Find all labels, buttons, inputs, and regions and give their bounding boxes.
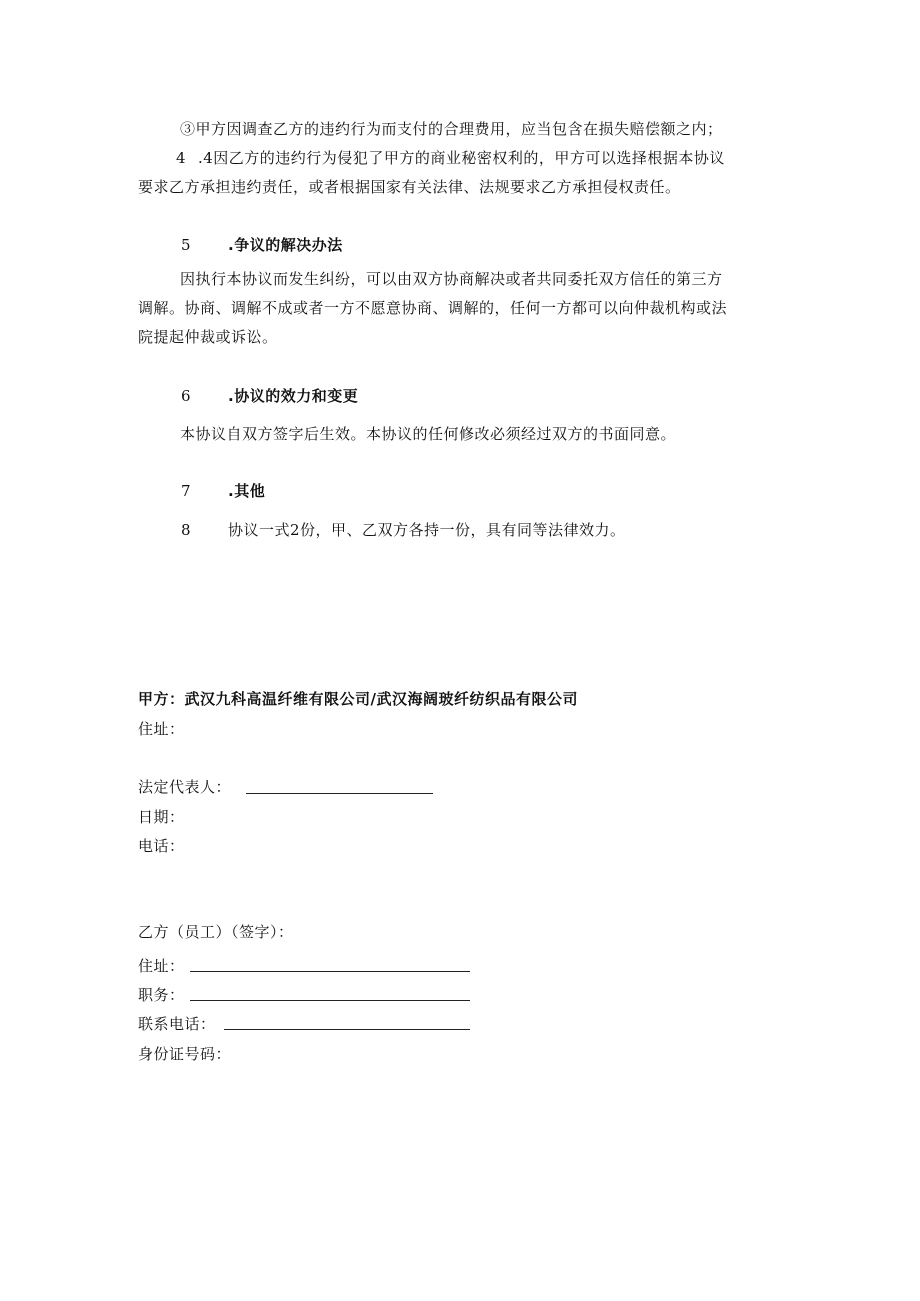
party-a-phone-label: 电话： <box>138 837 185 855</box>
party-b-phone-label: 联系电话： <box>138 1015 216 1033</box>
section7-number: 7 <box>181 482 191 500</box>
clause-item4-number: 4 <box>176 149 186 167</box>
party-a-rep-signature-line[interactable] <box>246 779 433 794</box>
clause-item3: ③甲方因调查乙方的违约行为而支付的合理费用，应当包含在损失赔偿额之内； <box>180 120 723 138</box>
section5-para-line1: 因执行本协议而发生纠纷，可以由双方协商解决或者共同委托双方信任的第三方 <box>180 270 723 288</box>
section5-number: 5 <box>181 236 191 254</box>
party-b-address-line[interactable] <box>190 957 470 972</box>
party-b-title: 乙方（员工）（签字）： <box>138 923 294 941</box>
section6-para: 本协议自双方签字后生效。本协议的任何修改必须经过双方的书面同意。 <box>180 425 677 443</box>
section7-title: .其他 <box>228 482 266 500</box>
section6-number: 6 <box>181 387 191 405</box>
section5-title: .争议的解决办法 <box>228 236 343 254</box>
party-a-title: 甲方：武汉九科高温纤维有限公司/武汉海阔玻纤纺织品有限公司 <box>138 690 578 708</box>
clause-item4-line2: 要求乙方承担违约责任，或者根据国家有关法律、法规要求乙方承担侵权责任。 <box>138 178 681 196</box>
section8-number: 8 <box>181 521 191 539</box>
section8-text: 协议一式2份，甲、乙双方各持一份，具有同等法律效力。 <box>228 521 626 539</box>
section5-para-line3: 院提起仲裁或诉讼。 <box>138 328 278 346</box>
party-b-position-line[interactable] <box>190 986 470 1001</box>
section6-title: .协议的效力和变更 <box>228 387 359 405</box>
clause-item4-line1: .4因乙方的违约行为侵犯了甲方的商业秘密权利的，甲方可以选择根据本协议 <box>198 149 725 167</box>
section5-para-line2: 调解。协商、调解不成或者一方不愿意协商、调解的，任何一方都可以向仲裁机构或法 <box>138 299 728 317</box>
party-b-address-label: 住址： <box>138 957 185 975</box>
party-a-rep-label: 法定代表人： <box>138 778 232 796</box>
party-b-id-label: 身份证号码： <box>138 1045 232 1063</box>
party-a-date-label: 日期： <box>138 808 185 826</box>
party-b-position-label: 职务： <box>138 986 185 1004</box>
party-b-phone-line[interactable] <box>224 1015 470 1030</box>
party-a-address-label: 住址： <box>138 720 185 738</box>
